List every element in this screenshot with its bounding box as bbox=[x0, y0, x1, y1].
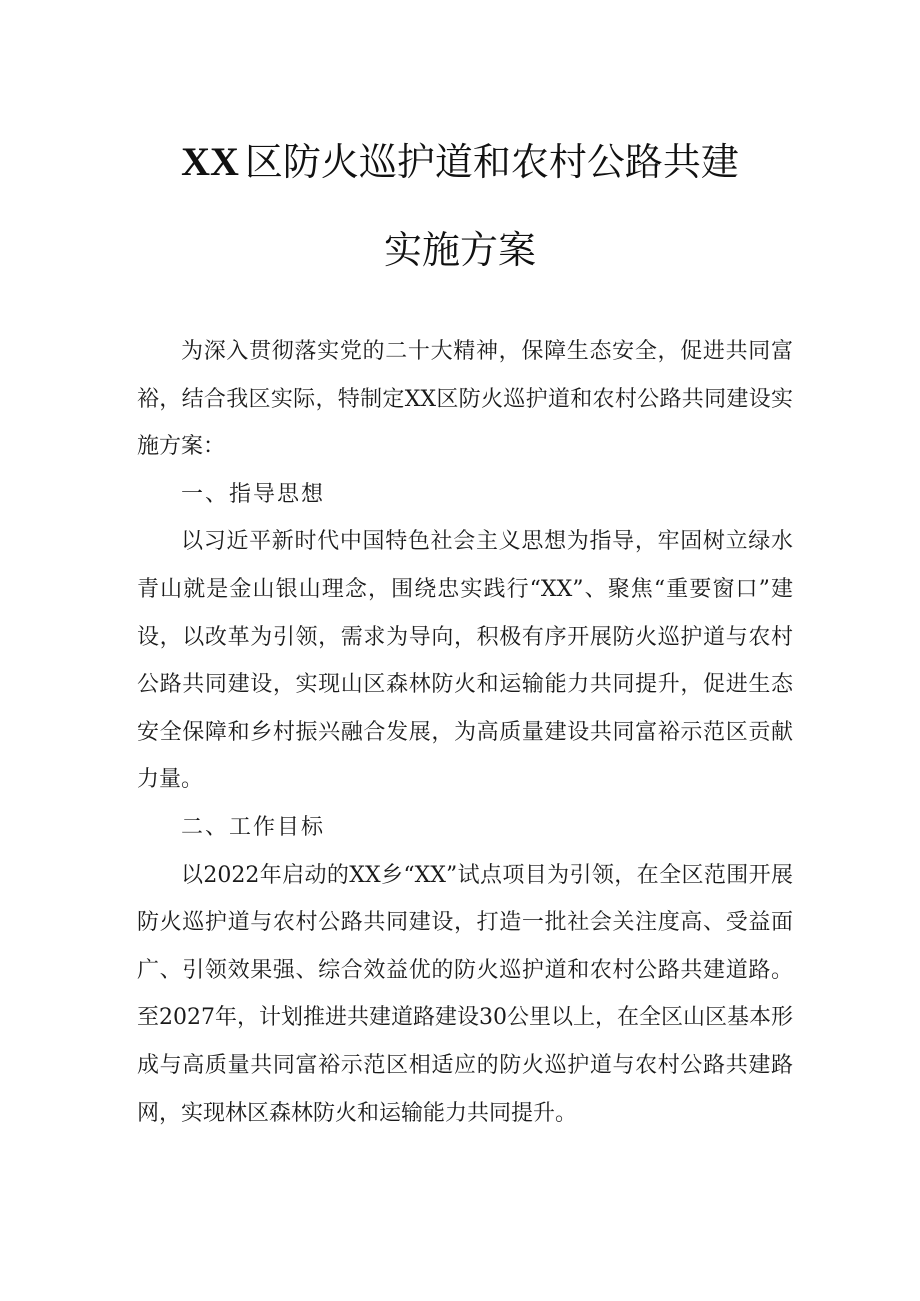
work-goals-paragraph: 以2022年启动的XX乡“XX”试点项目为引领，在全区范围开展防火巡护道与农村公路共同建设，打造一批社会关注度高、受益面广、引领效果强、综合效益优的防火巡护道和农村公路共建道路。至2027年，计划推进共建道路建设30公里以上，在全区山区基本形成与高质量共同富裕示范区相适应的防火巡护道与农村公路共建路网，实现林区森林防火和运输能力共同提升。 bbox=[137, 862, 793, 1126]
intro-paragraph: 为深入贯彻落实党的二十大精神，保障生态安全，促进共同富裕，结合我区实际，特制定XX区防火巡护道和农村公路共同建设实施方案： bbox=[137, 339, 793, 460]
guiding-ideology-paragraph: 以习近平新时代中国特色社会主义思想为指导，牢固树立绿水青山就是金山银山理念，围绕忠实践行“XX”、聚焦“重要窗口”建设，以改革为引领，需求为导向，积极有序开展防火巡护道与农村公路共同建设，实现山区森林防火和运输能力共同提升，促进生态安全保障和乡村振兴融合发展，为高质量建设共同富裕示范区贡献力量。 bbox=[137, 529, 793, 793]
section-heading-guiding-ideology: 一、指导思想 bbox=[181, 481, 326, 507]
section-heading-work-goals: 二、工作目标 bbox=[181, 814, 326, 840]
document-title-line-1 bbox=[0, 140, 920, 184]
document-title-line-2: 实施方案 bbox=[383, 228, 536, 272]
title-text: 区防火巡护道和农村公路共建 bbox=[244, 140, 739, 184]
document-body bbox=[137, 328, 793, 1137]
title-prefix: XX bbox=[181, 139, 239, 184]
